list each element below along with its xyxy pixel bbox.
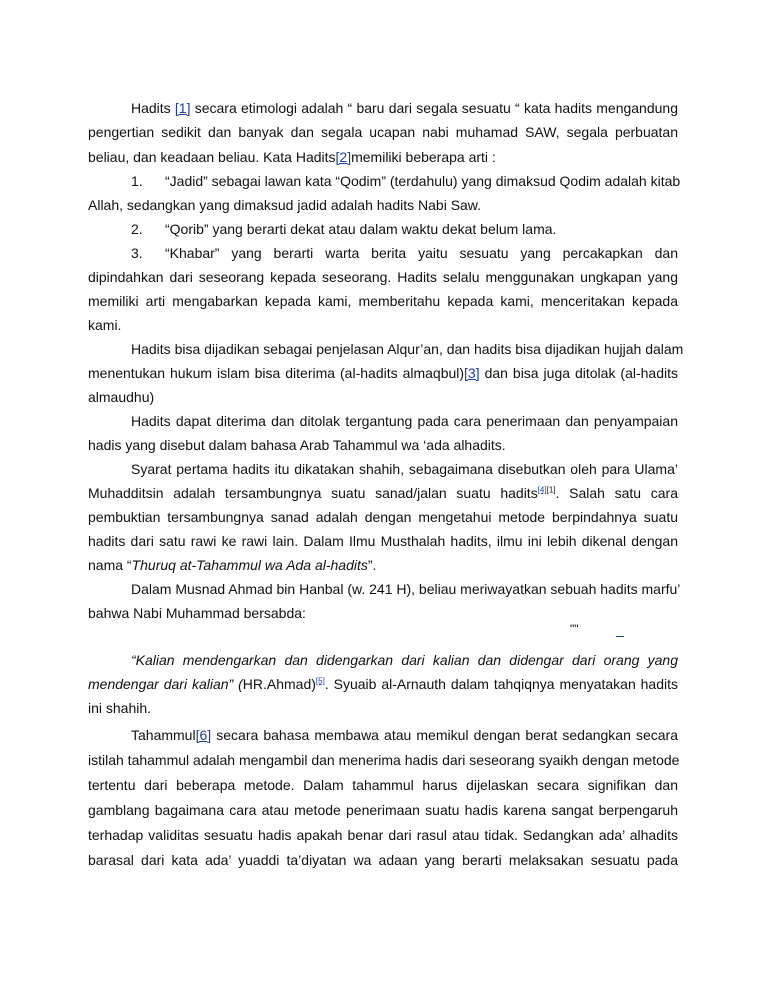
italic-term: Thuruq at-Tahammul wa Ada al-hadits — [131, 557, 368, 573]
paragraph-6-line-5: terhadap validitas sesuatu hadis apakah benar dari rasul atau tidak. Sedangkan ada’ alhadits — [88, 827, 678, 843]
list-item-1-line-2: Allah, sedangkan yang dimaksud jadid adalah hadits Nabi Saw. — [88, 197, 482, 213]
paragraph-3-line-1: Hadits dapat diterima dan ditolak tergantung pada cara penerimaan dan penyampaian — [131, 413, 678, 429]
footnote-marker-1: [1] — [546, 485, 556, 495]
list-item-3-line-2: dipindahkan dari seseorang kepada seseorang. Hadits selalu menggunakan ungkapan yang — [88, 269, 678, 285]
footnote-link-5[interactable]: [5] — [315, 676, 325, 686]
paragraph-2-line-1: Hadits bisa dijadikan sebagai penjelasan Alqur’an, dan hadits bisa dijadikan hujjah dalam — [131, 341, 684, 357]
list-item-3-line-4: kami. — [88, 317, 122, 333]
paragraph-1-line-2: pengertian sedikit dan banyak dan segala ucapan nabi muhamad SAW, segala perbuatan — [88, 124, 678, 140]
paragraph-6-line-4: gamblang bagaimana cara atau metode penerimaan suatu hadis karena sangat berpengaruh — [88, 802, 678, 818]
list-item-3-line-3: memiliki arti mengabarkan kepada kami, memberitahu kepada kami, menceritakan kepada — [88, 293, 678, 309]
paragraph-6-line-3: tertentu dari beberapa metode. Dalam tahammul harus dijelaskan secara signifikan dan — [88, 777, 678, 793]
list-number-3: 3. — [131, 245, 143, 261]
list-number-1: 1. — [131, 173, 143, 189]
paragraph-2-line-3: almaudhu) — [88, 389, 155, 405]
arabic-quote-placeholder: "" — [570, 622, 579, 636]
list-number-2: 2. — [131, 221, 143, 237]
paragraph-6-line-6: barasal dari kata ada’ yuaddi ta’diyatan wa adaan yang berarti melaksakan sesuatu pada — [88, 852, 678, 868]
footnote-link-4[interactable]: [4] — [537, 485, 547, 495]
list-item-3-line-1: “Khabar” yang berarti warta berita yaitu sesuatu yang percakapkan dan — [165, 245, 678, 261]
paragraph-6-line-2: istilah tahammul adalah mengambil dan menerima hadis dari seseorang syaikh dengan metode — [88, 752, 680, 768]
footnote-link-1[interactable]: [1] — [174, 100, 191, 116]
paragraph-4-line-3: pembuktian tersambungnya sanad adalah dengan mengetahui metode berpindahnya suatu — [88, 509, 678, 525]
footnote-link-3[interactable]: [3] — [464, 365, 480, 381]
footnote-link-2[interactable]: [2] — [335, 149, 352, 165]
paragraph-6-line-1: Tahammul[6] secara bahasa membawa atau memikul dengan berat sedangkan secara — [131, 727, 678, 743]
paragraph-3-line-2: hadis yang disebut dalam bahasa Arab Tahammul wa ‘ada alhadits. — [88, 437, 506, 453]
paragraph-4-line-4: hadits dari satu rawi ke rawi lain. Dalam Ilmu Musthalah hadits, ilmu ini lebih dikenal dengan — [88, 533, 678, 549]
footnote-link-6[interactable]: [6] — [195, 727, 212, 743]
paragraph-1-line-1: Hadits [1] secara etimologi adalah “ baru dari segala sesuatu “ kata hadits mengandung — [131, 100, 678, 116]
paragraph-2-line-2: menentukan hukum islam bisa diterima (al-hadits almaqbul)[3] dan bisa juga ditolak (al-hadits — [88, 365, 678, 381]
footnote-link-quote[interactable] — [616, 628, 624, 637]
paragraph-5-line-2: bahwa Nabi Muhammad bersabda: — [88, 605, 306, 621]
paragraph-1-line-3: beliau, dan keadaan beliau. Kata Hadits[2]memiliki beberapa arti : — [88, 149, 496, 165]
paragraph-5-line-4: mendengar dari kalian” (HR.Ahmad)[5]. Syuaib al-Arnauth dalam tahqiqnya menyatakan hadits — [88, 676, 678, 692]
list-item-2: “Qorib” yang berarti dekat atau dalam waktu dekat belum lama. — [165, 221, 557, 237]
paragraph-5-line-3: “Kalian mendengarkan dan didengarkan dari kalian dan didengar dari orang yang — [131, 652, 678, 668]
list-item-1-line-1: “Jadid” sebagai lawan kata “Qodim” (terdahulu) yang dimaksud Qodim adalah kitab — [165, 173, 681, 189]
paragraph-5-line-5: ini shahih. — [88, 700, 152, 716]
paragraph-4-line-1: Syarat pertama hadits itu dikatakan shahih, sebagaimana disebutkan oleh para Ulama’ — [131, 461, 678, 477]
paragraph-5-line-1: Dalam Musnad Ahmad bin Hanbal (w. 241 H), beliau meriwayatkan sebuah hadits marfu’ — [131, 581, 681, 597]
paragraph-4-line-5: nama “Thuruq at-Tahammul wa Ada al-hadits”. — [88, 557, 377, 573]
paragraph-4-line-2: Muhadditsin adalah tersambungnya suatu sanad/jalan suatu hadits[4][1]. Salah satu cara — [88, 485, 679, 501]
